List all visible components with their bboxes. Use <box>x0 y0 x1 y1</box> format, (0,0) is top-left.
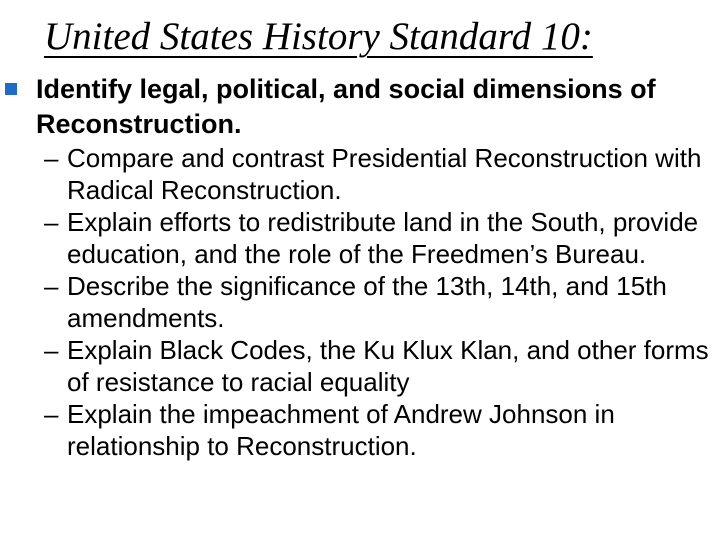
dash-bullet-icon: – <box>44 399 59 429</box>
subpoint-text: Describe the significance of the 13th, 14th, and 15th amendments. <box>67 271 667 333</box>
dash-bullet-icon: – <box>44 143 59 173</box>
subpoint-item <box>44 142 720 206</box>
dash-bullet-icon: – <box>44 335 59 365</box>
subpoint-item <box>44 398 720 462</box>
subpoint-item <box>44 206 720 270</box>
subpoint-text: Compare and contrast Presidential Reconstruction with Radical Reconstruction. <box>67 143 702 205</box>
subpoint-item <box>44 270 720 334</box>
main-point: Identify legal, political, and social dimensions of Reconstruction. <box>36 74 656 139</box>
subpoint-list <box>44 142 720 462</box>
slide-title: United States History Standard 10: <box>44 15 593 58</box>
dash-bullet-icon: – <box>44 207 59 237</box>
dash-bullet-icon: – <box>44 271 59 301</box>
subpoint-text: Explain the impeachment of Andrew Johnson in relationship to Reconstruction. <box>67 399 615 461</box>
subpoint-text: Explain efforts to redistribute land in the South, provide education, and the role of the Freedmen’s Bureau. <box>67 207 699 269</box>
subpoint-text: Explain Black Codes, the Ku Klux Klan, and other forms of resistance to racial equality <box>67 335 709 397</box>
square-bullet-icon <box>5 83 17 95</box>
subpoint-item <box>44 334 720 398</box>
